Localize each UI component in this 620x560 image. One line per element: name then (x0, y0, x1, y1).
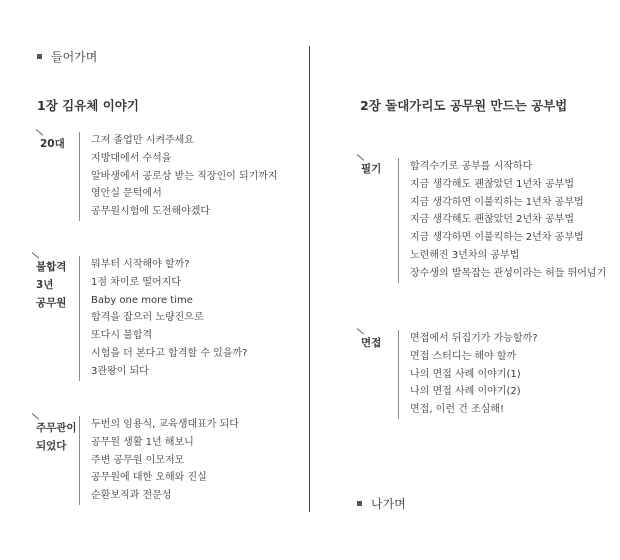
section-label-line: 공무원 (36, 297, 67, 309)
square-bullet-icon (357, 501, 362, 506)
section-list-became-officer (79, 416, 239, 505)
section-label-line: 3년 (36, 279, 54, 291)
list-item: 나의 면접 사례 이야기(2) (410, 386, 521, 398)
list-item: 장수생의 발목잡는 관성이라는 허들 뛰어넘기 (410, 267, 607, 279)
list-item: 영안실 문턱에서 (91, 188, 162, 200)
list-item: 지금 생각해도 괜찮았던 1년차 공부법 (410, 178, 574, 190)
list-item: 면접에서 뒤집기가 가능할까? (410, 333, 538, 344)
section-list-interview (398, 330, 538, 419)
list-item: 1점 차이로 떨어지다 (91, 276, 181, 288)
chapter1-title: 1장 김유체 이야기 (37, 98, 139, 113)
section-label-written (361, 160, 381, 178)
center-divider (309, 46, 310, 512)
intro-label: 들어가며 (51, 50, 98, 64)
list-item: 합격을 잡으러 노량진으로 (91, 312, 204, 324)
section-label-line: 주무관이 (36, 422, 77, 434)
list-item: 지금 생각하면 이불킥하는 1년차 공부법 (410, 196, 584, 208)
square-bullet-icon (37, 54, 42, 59)
list-item: 면접, 이런 건 조심해! (410, 404, 505, 416)
section-label-20s (40, 135, 65, 153)
section-label-fail-3years (36, 258, 66, 312)
list-item: 지방대에서 수석을 (91, 152, 172, 164)
list-item: 지금 생각하면 이불킥하는 2년차 공부법 (410, 232, 584, 244)
list-item: 그저 졸업만 시켜주세요 (91, 135, 194, 146)
list-item: 노련해진 3년차의 공부법 (410, 249, 520, 261)
section-list-20s (79, 132, 278, 221)
list-item: 나의 면접 사례 이야기(1) (410, 368, 521, 380)
section-label-became-officer (36, 419, 77, 455)
section-list-fail-3years (79, 256, 247, 381)
section-label-line: 되었다 (36, 440, 67, 452)
list-item: 주변 공무원 이모저모 (91, 454, 185, 466)
list-item: 또다시 불합격 (91, 330, 153, 342)
list-item: 지금 생각해도 괜찮았던 2년차 공부법 (410, 214, 574, 226)
section-list-written (398, 158, 606, 283)
chapter2-title: 2장 돌대가리도 공무원 만드는 공부법 (360, 98, 568, 113)
list-item: 알바생에서 공로상 받는 직장인이 되기까지 (91, 170, 278, 182)
outro-heading (357, 495, 406, 512)
list-item: 공무원에 대한 오해와 진실 (91, 472, 207, 484)
section-label-line: 불합격 (36, 261, 67, 273)
outro-label: 나가며 (371, 497, 406, 511)
list-item: 공무원 생활 1년 해보니 (91, 436, 194, 448)
list-item: 순환보직과 전문성 (91, 490, 172, 502)
list-item: 뭐부터 시작해야 할까? (91, 259, 190, 270)
list-item: 합격수기로 공부를 시작하다 (410, 161, 533, 172)
list-item: Baby one more time (91, 294, 193, 306)
intro-heading (37, 48, 97, 65)
list-item: 두번의 임용식, 교육생대표가 되다 (91, 419, 239, 430)
list-item: 3관왕이 되다 (91, 365, 149, 377)
section-label-line: 20대 (40, 138, 65, 150)
list-item: 공무원시험에 도전해야겠다 (91, 206, 211, 218)
list-item: 면접 스터디는 해야 할까 (410, 350, 517, 362)
section-label-interview (361, 334, 381, 352)
list-item: 시험을 더 본다고 합격할 수 있을까? (91, 347, 248, 359)
section-label-line: 필기 (361, 163, 382, 175)
section-label-line: 면접 (361, 337, 382, 349)
